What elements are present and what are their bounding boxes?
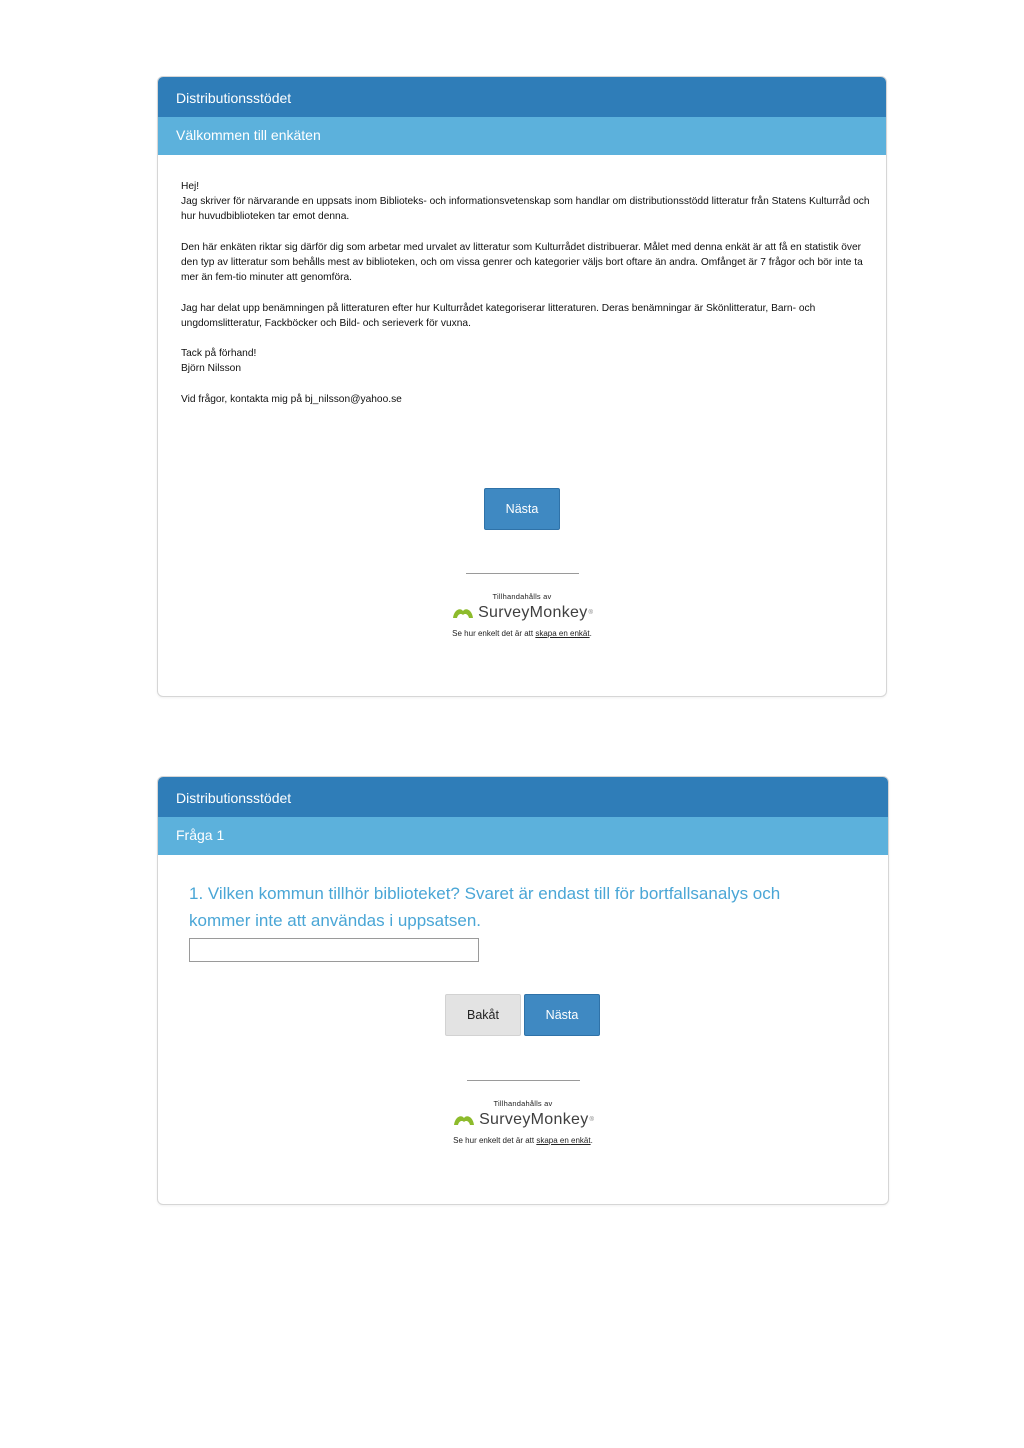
tagline-period: . (590, 1136, 593, 1145)
surveymonkey-logo-icon (451, 606, 475, 620)
intro-paragraph: Tack på förhand! Björn Nilsson (181, 348, 257, 375)
create-survey-tagline (158, 629, 886, 638)
intro-paragraph: Jag har delat upp benämningen på litteraturen efter hur Kulturrådet kategoriserar litteraturen. Deras benämningar är Skönlitteratur, Barn- och ungdomslitteratur, Fackböcker och Bild- och serieverk för vuxna. (181, 302, 816, 329)
tagline-text: Se hur enkelt det är att (453, 1136, 537, 1145)
municipality-answer-input[interactable] (189, 938, 479, 962)
create-survey-link[interactable]: skapa en enkät (536, 1136, 591, 1145)
next-button[interactable]: Nästa (524, 994, 600, 1036)
page-title-bar: Välkommen till enkäten (158, 117, 886, 155)
survey-title-bar: Distributionsstödet (158, 777, 888, 817)
create-survey-link[interactable]: skapa en enkät (535, 629, 590, 638)
powered-by-text: Tillhandahålls av (492, 592, 552, 601)
tagline-period: . (589, 629, 592, 638)
survey-title-bar: Distributionsstödet (158, 77, 886, 117)
create-survey-tagline (158, 1136, 888, 1145)
surveymonkey-footer (158, 573, 886, 638)
intro-paragraph: Hej! Jag skriver för närvarande en uppsats inom Biblioteks- och informationsvetenskap som handlar om distributionsstödd litteratur från Statens Kulturråd och hur huvudbiblioteken tar emot denna. (181, 181, 870, 223)
intro-text (181, 179, 871, 422)
intro-paragraph: Den här enkäten riktar sig därför dig som arbetar med urvalet av litteratur som Kulturrådet distribuerar. Målet med denna enkät är att få en statistik över den typ av litteratur som behålls mest av biblioteken, och om vissa genrer och kategorier väljs bort oftare än andra. Omfånget är 7 frågor och bör inte ta mer än fem-tio minuter att genomföra. (181, 241, 863, 284)
surveymonkey-wordmark: SurveyMonkey (479, 1111, 589, 1128)
surveymonkey-wordmark: SurveyMonkey (478, 604, 588, 621)
surveymonkey-logo[interactable] (452, 1111, 594, 1129)
footer-divider (466, 573, 579, 574)
survey-page-welcome (157, 76, 887, 697)
surveymonkey-footer (158, 1080, 888, 1145)
survey-page-question-1 (157, 776, 889, 1205)
surveymonkey-logo-icon (452, 1113, 476, 1127)
tagline-text: Se hur enkelt det är att (452, 629, 536, 638)
footer-divider (467, 1080, 580, 1081)
registered-mark: ® (588, 610, 593, 616)
next-button[interactable]: Nästa (484, 488, 560, 530)
back-button[interactable]: Bakåt (445, 994, 521, 1036)
registered-mark: ® (589, 1117, 594, 1123)
powered-by-text: Tillhandahålls av (493, 1099, 553, 1108)
intro-paragraph: Vid frågor, kontakta mig på bj_nilsson@yahoo.se (181, 393, 402, 405)
page-title-bar: Fråga 1 (158, 817, 888, 855)
surveymonkey-logo[interactable] (451, 604, 593, 622)
question-text: 1. Vilken kommun tillhör biblioteket? Svaret är endast till för bortfallsanalys och kommer inte att användas i uppsatsen. (189, 884, 781, 930)
